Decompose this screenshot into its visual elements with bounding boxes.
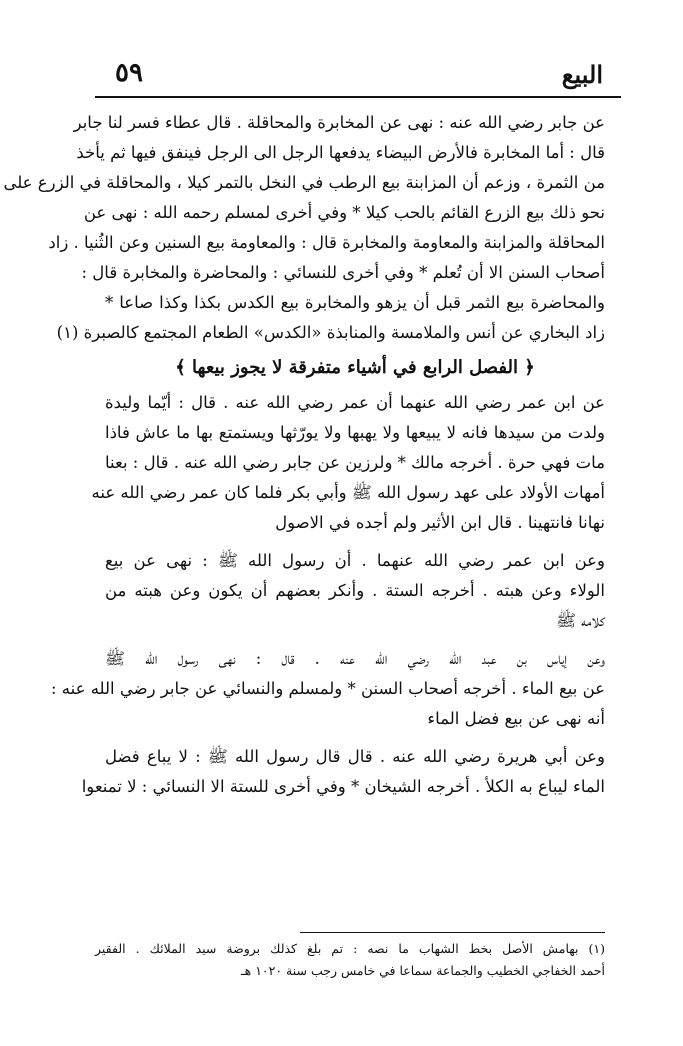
text-line: زاد البخاري عن أنس والملامسة والمنابذة «الكدس» الطعام المجتمع كالصبرة (١)	[56, 323, 605, 342]
chapter-title: البيع	[561, 60, 603, 89]
footnote-rule	[300, 932, 605, 933]
text-line: والمحاضرة بيع الثمر قبل أن يزهو والمخابرة بيع الكدس بكذا وكذا صاعا *	[105, 293, 605, 312]
text-line: عن بيع الماء . أخرجه أصحاب السنن * ولمسلم والنسائي عن جابر رضي الله عنه :	[50, 679, 605, 698]
paragraph-abu-hurayra	[81, 742, 605, 802]
text-line: نهانا فانتهينا . قال ابن الأثير ولم أجده في الاصول	[275, 513, 605, 532]
text-line: وعن ابن عمر رضي الله عنهما . أن رسول الله ﷺ : نهى عن بيع	[105, 551, 605, 570]
text-line: وعن إياس بن عبد الله رضي الله عنه . قال : نهى رسول الله ﷺ	[105, 649, 605, 668]
section-heading: ﴿ الفصل الرابع في أشياء متفرقة لا يجوز بيعها ﴾	[175, 357, 535, 378]
text-line: الماء ليباع به الكلأ . أخرجه الشيخان * وفي أخرى للستة الا النسائي : لا تمنعوا	[81, 777, 605, 796]
text-line: عن جابر رضي الله عنه : نهى عن المخابرة والمحاقلة . قال عطاء فسر لنا جابر	[73, 113, 605, 132]
text-line: الولاء وعن هبته . أخرجه الستة . وأنكر بعضهم أن يكون وعن هبته من	[105, 581, 605, 600]
text-line: عن ابن عمر رضي الله عنهما أن عمر رضي الله عنه . قال : أيّما وليدة	[105, 393, 605, 412]
text-line: أمهات الأولاد على عهد رسول الله ﷺ وأبي بكر فلما كان عمر رضي الله عنه	[91, 483, 605, 502]
main-text	[3, 108, 605, 802]
page-number: ٥٩	[115, 58, 143, 88]
running-header	[95, 52, 623, 96]
text-line: ولدت من سيدها فانه لا يبيعها ولا يهبها ولا يورّثها ويستمتع بها ما عاش فاذا	[105, 423, 605, 442]
paragraph-iyas	[50, 644, 605, 734]
text-line: مات فهي حرة . أخرجه مالك * ولرزين عن جابر رضي الله عنه . قال : بعنا	[105, 453, 605, 472]
text-line: أصحاب السنن الا أن تُعلم * وفي أخرى للنسائي : والمحاضرة والمخابرة قال :	[81, 263, 605, 282]
paragraph-ibn-umar-2	[105, 546, 605, 636]
footnote	[95, 938, 605, 982]
text-line: وعن أبي هريرة رضي الله عنه . قال قال رسول الله ﷺ : لا يباع فضل	[105, 747, 605, 766]
footnote-line: أحمد الخفاجي الخطيب والجماعة سماعا في خامس رجب سنة ١٠٢٠ هـ	[240, 963, 605, 978]
footnote-line: (١) بهامش الأصل بخط الشهاب ما نصه : تم بلغ كذلك بروضة سيد الملائك . الفقير	[95, 941, 605, 956]
text-line: كلامه ﷺ	[556, 611, 605, 630]
text-line: قال : أما المخابرة فالأرض البيضاء يدفعها الرجل الى الرجل فينفق فيها ثم يأخذ	[76, 143, 605, 162]
text-line: أنه نهى عن بيع فضل الماء	[427, 709, 605, 728]
text-line: من الثمرة ، وزعم أن المزابنة بيع الرطب في النخل بالتمر كيلا ، والمحاقلة في الزرع على	[3, 173, 605, 192]
paragraph-ibn-umar-1	[91, 388, 605, 538]
paragraph-jabir	[3, 108, 605, 348]
header-rule	[95, 96, 621, 98]
text-line: المحاقلة والمزابنة والمعاومة والمخابرة قال : والمعاومة بيع السنين وعن الثُنيا . زاد	[48, 233, 605, 252]
text-line: نحو ذلك بيع الزرع القائم بالحب كيلا * وفي أخرى لمسلم رحمه الله : نهى عن	[83, 203, 605, 222]
